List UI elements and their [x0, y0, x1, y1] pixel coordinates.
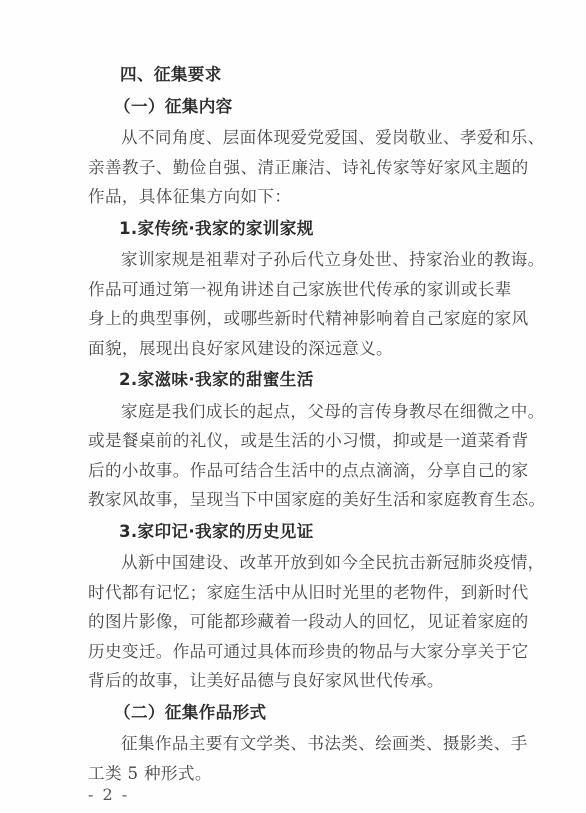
subsection-heading-form: （二）征集作品形式	[114, 702, 267, 722]
text-line: 家庭是我们成长的起点，父母的言传身教尽在细微之中。	[121, 401, 545, 421]
text-line: 身上的典型事例，或哪些新时代精神影响着自己家庭的家风	[88, 309, 529, 328]
text-line: 工类 5 种形式。	[88, 763, 212, 783]
item-paragraph-2	[88, 397, 546, 515]
item-paragraph-3	[88, 548, 545, 696]
text-line: 面貌，展现出良好家风建设的深远意义。	[88, 338, 393, 358]
subsection-heading-content: （一）征集内容	[114, 96, 233, 116]
text-line: 家训家规是祖辈对子孙后代立身处世、持家治业的教诲。	[121, 250, 545, 269]
item-title-3: 3.家印记·我家的历史见证	[119, 521, 314, 541]
text-line: 从新中国建设、改革开放到如今全民抗击新冠肺炎疫情，	[121, 553, 545, 572]
text-line: 征集作品主要有文学类、书法类、绘画类、摄影类、手	[121, 734, 528, 753]
text-line: 时代都有记忆；家庭生活中从旧时光里的老物件，到新时代	[88, 582, 529, 602]
text-line: 后的小故事。作品可结合生活中的点点滴滴，分享自己的家	[88, 460, 529, 480]
text-line: 亲善教子、勤俭自强、清正廉洁、诗礼传家等好家风主题的	[88, 157, 529, 177]
text-line: 教家风故事，呈现当下中国家庭的美好生活和家庭教育生态。	[88, 490, 546, 509]
text-line: 背后的故事，让美好品德与良好家风世代传承。	[88, 671, 444, 690]
text-line: 或是餐桌前的礼仪，或是生活的小习惯，抑或是一道菜肴背	[88, 431, 529, 450]
item-title-2: 2.家滋味·我家的甜蜜生活	[119, 370, 314, 389]
page-number: - 2 -	[88, 785, 130, 804]
text-line: 从不同角度、层面体现爱党爱国、爱岗敬业、孝爱和乐、	[121, 128, 545, 147]
section-heading: 四、征集要求	[120, 65, 222, 84]
item-title-1: 1.家传统·我家的家训家规	[119, 218, 314, 238]
item-paragraph-1	[88, 245, 545, 363]
text-line: 作品，具体征集方向如下：	[88, 187, 292, 206]
text-line: 历史变迁。作品可通过具体而珍贵的物品与大家分享关于它	[88, 641, 529, 661]
form-paragraph	[88, 729, 528, 788]
text-line: 的图片影像，可能都珍藏着一段动人的回忆，见证着家庭的	[88, 612, 529, 631]
text-line: 作品可通过第一视角讲述自己家族世代传承的家训或长辈	[88, 279, 512, 299]
intro-paragraph	[88, 123, 545, 212]
